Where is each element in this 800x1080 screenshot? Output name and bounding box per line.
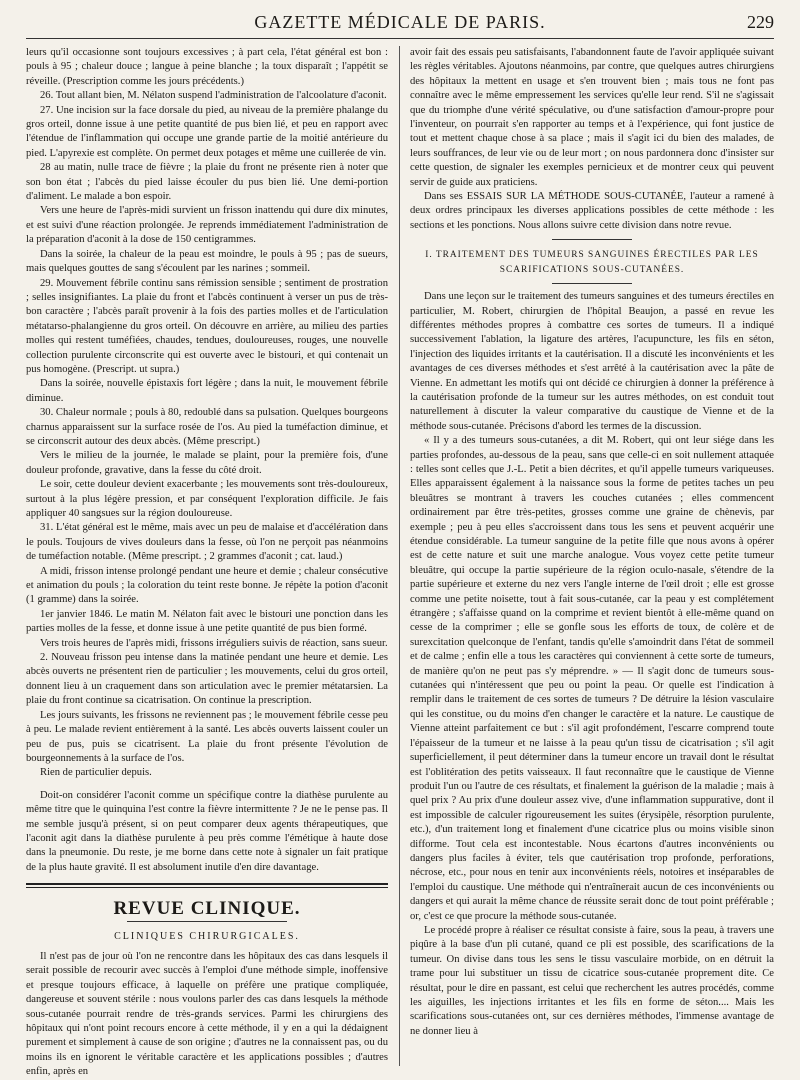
paragraph: Vers le milieu de la journée, le malade se plaint, pour la première fois, d'une douleur profonde, gravative, dans la fesse du côté droit.	[26, 450, 388, 476]
paragraph: 1er janvier 1846. Le matin M. Nélaton fait avec le bistouri une ponction dans les parties molles de la fesse, et donne issue à une petite quantité de pus bien formé.	[26, 608, 388, 635]
page-header	[26, 12, 774, 39]
short-rule	[552, 283, 632, 284]
column-divider	[399, 46, 400, 1066]
paragraph: Dans une leçon sur le traitement des tumeurs sanguines et des tumeurs érectiles en particulier, M. Robert, chirurgien de l'hôpital Beaujon, a passé en revue les différentes méthodes propres à combattre ces sortes de tumeurs. Il a indiqué successivement l'ablation, la ligature des artères, l'acupuncture, les fils en séton, l'injection des liquides irritants et la cautérisation. Il a discuté les inconvénients et les avantages de ces diverses méthodes et s'est arrêté à la cautérisation avec la pâte de Vienne. En admettant les motifs qui ont décidé ce chirurgien à donner la préférence à la cautérisation profonde de la tumeur sur les autres méthodes, on est conduit tout naturellement à discuter la valeur comparative du caustique de Vienne et de la méthode sous-cutanée. Précisons d'abord les termes de la discussion.	[410, 291, 774, 432]
paragraph: Les jours suivants, les frissons ne reviennent pas ; le mouvement fébrile cesse peu à peu. Le malade revient entièrement à la santé. Les abcès ouverts laissent couler un peu de pus, puis se cicatrisent. La plaie du front présente l'évolution de bourgeonnements à la surface de l'os.	[26, 709, 388, 764]
paragraph: Dans la soirée, la chaleur de la peau est moindre, le pouls à 95 ; pas de sueurs, mais quelques gouttes de sang s'écoulent par les narines ; sommeil.	[26, 248, 388, 275]
short-rule	[552, 239, 632, 240]
paragraph: Vers trois heures de l'après midi, frissons irréguliers suivis de réaction, sans sueur.	[40, 637, 388, 649]
journal-title: GAZETTE MÉDICALE DE PARIS.	[254, 12, 546, 32]
paragraph: Le procédé propre à réaliser ce résultat consiste à faire, sous la peau, à travers une piqûre à la base d'un pli cutané, quand ce pli est possible, des scarifications de la tumeur. On divise dans tous les sens le tissu vasculaire morbide, on en détruit la trame pour lui substituer un tissu de cicatrice sous-cutanée proprement dite. Ce résultat, pour le dire en passant, est celui que recherchent les autres procédés, comme les aiguilles, les injections irritantes et les fils en forme de séton.... Mais les scarifications sous-cutanées ont, sur ces dernières méthodes, l'immense avantage de ne donner lieu à	[410, 924, 774, 1037]
left-column	[26, 46, 388, 1078]
title-underline	[127, 921, 287, 922]
paragraph: Dans ses ESSAIS SUR LA MÉTHODE SOUS-CUTANÉE, l'auteur a ramené à deux ordres principaux les diverses applications possibles de cette méthode : les sections et les ponctions. Nous allons suivre cette division dans notre revue.	[410, 191, 774, 231]
paragraph: 30. Chaleur normale ; pouls à 80, redoublé dans sa pulsation. Quelques bourgeons charnus apparaissent sur la surface rosée de l'os. Au pied la tuméfaction diminue, et se circonscrit autour des deux abcès. (Même prescript.)	[26, 407, 388, 447]
paragraph: Le soir, cette douleur devient exacerbante ; les mouvements sont très-douloureux, surtout à la plus légère pression, et par conséquent l'exploration difficile. Je fais appliquer 40 sangsues sur la région douloureuse.	[26, 479, 388, 519]
paragraph: 2. Nouveau frisson peu intense dans la matinée pendant une heure et demie. Les abcès ouverts ne présentent rien de particulier ; les mouvements, celui du gros orteil, donnent lieu à un craquement dans son articulation avec le premier métatarsien. La plaie du front continue sa cicatrisation. On continue la prescription.	[26, 652, 388, 707]
paragraph: « Il y a des tumeurs sous-cutanées, a dit M. Robert, qui ont leur siége dans les parties profondes, au-dessous de la peau, sans que celle-ci en soit nullement attaquée : telles sont celles que J.-L. Petit a bien décrites, et qu'il appelle tumeurs variqueuses. Elles apparaissent également à la naissance sous la forme de petites taches un peu bleuâtres se montrant à travers les couches cutanées ; elles commencent ordinairement par être très-petites, grosses comme une graine de chènevis, par exemple ; peu à peu elles s'accroissent dans tous les sens et peuvent acquérir une étendue considérable. La tumeur sanguine de la petite fille que nous avons à opérer est de cette nature et suit une marche analogue. Vous voyez cette petite tumeur bleuâtre, qui occupe la partie supérieure de la région oculo-nasale, s'étendre de la partie supérieure et externe du nez vers l'angle interne de l'œil droit ; elle est grosse comme une petite noisette, tout à fait sous-cutanée, car la peau y est complétement étrangère ; s'affaisse quand on la comprime et revient bientôt à elle-même quand on cesse de la comprimer ; elle se gonfle sous les efforts de toux, de colère et de surexcitation quelconque de l'enfant, tandis qu'elle s'amoindrit dans l'état de sommeil et de calme ; enfin elle a tous les caractères qui conviennent à cette sorte de tumeurs, de manière qu'on ne peut pas s'y méprendre. » — Il s'agit donc de tumeurs sous-cutanées qui n'intéressent que peu ou point la peau. Or quelle est l'indication à remplir dans le traitement de ces sortes de tumeurs ? De détruire la lésion vasculaire qui les constitue, ou du moins d'en changer le caractère et la nature. Le caustique de Vienne atteint parfaitement ce but : s'il agit profondément, l'escarre comprend toute l'épaisseur de la tumeur et ne laisse à la peau qu'un tissu de cicatrisation ; s'il agit superficiellement, il peut déterminer dans la tumeur encore un travail dont le résultat est l'oblitération des petits vaisseaux. Il faut reconnaître que le caustique de Vienne produit l'un ou l'autre de ces résultats, et finalement la guérison de la maladie ; mais à quel prix ? Au prix d'une douleur assez vive, d'une inflammation suppurative, dont il est impossible de calculer rigoureusement les suites (érysipèle, résorption purulente, etc.), d'un traitement long et finalement d'une cicatrice plus ou moins visible sinon difforme. Tout cela est incontestable. Nous écartons d'autres inconvénients ou dangers plus faciles à éviter, tels que cautérisation trop profonde, perforations, nécrose, etc., pour nous en tenir aux inconvénients réels, notoires et inséparables de l'emploi du caustique. Une méthode qui n'entraînerait aucun de ces inconvénients ou dangers et qui aurait la même chance de réussite serait donc de tout point préférable ; or, c'est ce que procure la méthode sous-cutanée.	[410, 435, 774, 922]
page-number: 229	[747, 12, 774, 32]
section-rule	[26, 883, 388, 888]
right-column	[410, 46, 774, 1066]
paragraph: Rien de particulier depuis.	[40, 767, 152, 779]
paragraph: 26. Tout allant bien, M. Nélaton suspend l'administration de l'alcoolature d'aconit.	[40, 90, 387, 102]
paragraph: leurs qu'il occasionne sont toujours excessives ; à part cela, l'état général est bon : pouls à 95 ; chaleur douce ; langue à peine blanche ; la toux disparaît ; l'appétit se réveille. (Prescription comme les jours précédents.)	[26, 47, 388, 87]
paragraph: 29. Mouvement fébrile continu sans rémission sensible ; sentiment de prostration ; selles insignifiantes. La plaie du front et l'abcès continuent à verser un pus de très-bon caractère ; l'abcès paraît provenir à la fois des parties molles et de l'articulation métatarso-phalangienne du gros orteil. On découvre en arrière, au milieu des parties molles qui restent tuméfiées, chaudes, tendues, douloureuses, rouges, une nouvelle collection purulente circonscrite qui est ouverte avec le bistouri, et qui contenait un pus homogène. (Prescript. ut supra.)	[26, 277, 388, 375]
paragraph: 27. Une incision sur la face dorsale du pied, au niveau de la première phalange du gros orteil, donne issue à une petite quantité de pus bien lié, et peu en rapport avec l'étendue de l'inflammation qui occupe une grande partie de la moitié antérieure du pied. L'apyrexie est complète. On permet deux potages et même une cuillerée de vin.	[26, 104, 388, 159]
paragraph: Il n'est pas de jour où l'on ne rencontre dans les hôpitaux des cas dans lesquels il serait possible de recourir avec succès à l'emploi d'une méthode simple, inoffensive et presque toujours efficace, à laquelle on préfère une pratique compliquée, dangereuse et souvent stérile : nous voulons parler des cas dans lesquels la méthode sous-cutanée pourrait rendre de très-grands services. Parmi les chirurgiens des hôpitaux qui n'ont point recours encore à cette méthode, il y en a qui la dédaignent purement et simplement à cause de son origine ; d'autres ne la connaissent pas, ou du moins ils en ignorent le véritable caractère et les applications possibles ; d'autres enfin, après en	[26, 950, 388, 1078]
paragraph: avoir fait des essais peu satisfaisants, l'abandonnent faute de l'avoir appliquée suivant les règles véritables. Ajoutons néanmoins, par contre, que quelques autres chirurgiens des hôpitaux la mettent en usage et s'en trouvent bien ; mais tous ne font pas connaître avec le même empressement les services qu'elle leur rend. S'il ne s'agissait que du triomphe d'une vérité spéculative, ou d'une satisfaction d'amour-propre pour l'inventeur, on pourrait s'en rapporter au temps et à l'expérience, qui font justice de tout et mettent chaque chose à sa place ; mais il s'agit ici du bien des malades, de leurs souffrances, de leur vie ou de leur mort ; on nous pardonnera donc d'insister sur cette question, de signaler les exemples pernicieux et de montrer ceux qui peuvent servir de guide aux praticiens.	[410, 47, 774, 188]
paragraph: 28 au matin, nulle trace de fièvre ; la plaie du front ne présente rien à noter que son bon état ; l'abcès du pied laisse écouler du pus bien lié. Une demi-portion d'aliment. Le malade a bon espoir.	[26, 162, 388, 203]
paragraph: Vers une heure de l'après-midi survient un frisson inattendu qui dure dix minutes, et est suivi d'une réaction prolongée. Je reprends immédiatement l'administration de la préparation d'aconit à la dose de 150 centigrammes.	[26, 205, 388, 246]
section-heading: I. TRAITEMENT DES TUMEURS SANGUINES ÉRECTILES PAR LES SCARIFICATIONS SOUS-CUTANÉES.	[425, 250, 759, 275]
paragraph: Dans la soirée, nouvelle épistaxis fort légère ; dans la nuit, le mouvement fébrile diminue.	[26, 378, 388, 404]
revue-title: REVUE CLINIQUE.	[113, 898, 301, 920]
revue-subtitle: CLINIQUES CHIRURGICALES.	[114, 930, 300, 942]
paragraph: A midi, frisson intense prolongé pendant une heure et demie ; chaleur consécutive et animation du pouls ; la coloration du teint reste bonne. Je répète la potion d'aconit (1 gramme) dans la soirée.	[26, 565, 388, 606]
paragraph: Doit-on considérer l'aconit comme un spécifique contre la diathèse purulente au même titre que le quinquina l'est contre la fièvre intermittente ? Je ne le pense pas. Il me semble jusqu'à présent, si on peut comparer deux agents thérapeutiques, que l'aconit agit dans la diathèse purulente à peu près comme l'émétique à haute dose dans la pneumonie. Du reste, je me borne dans cette note à signaler un fait pratique de la plus haute gravité. Il est absolument inutile d'en dire davantage.	[26, 789, 388, 873]
paragraph: 31. L'état général est le même, mais avec un peu de malaise et d'accélération dans le pouls. Toujours de vives douleurs dans la fesse, où l'on ne perçoit pas néanmoins de tuméfaction notable. (Même prescript. ; 2 grammes d'aconit ; cat. laud.)	[26, 522, 388, 563]
